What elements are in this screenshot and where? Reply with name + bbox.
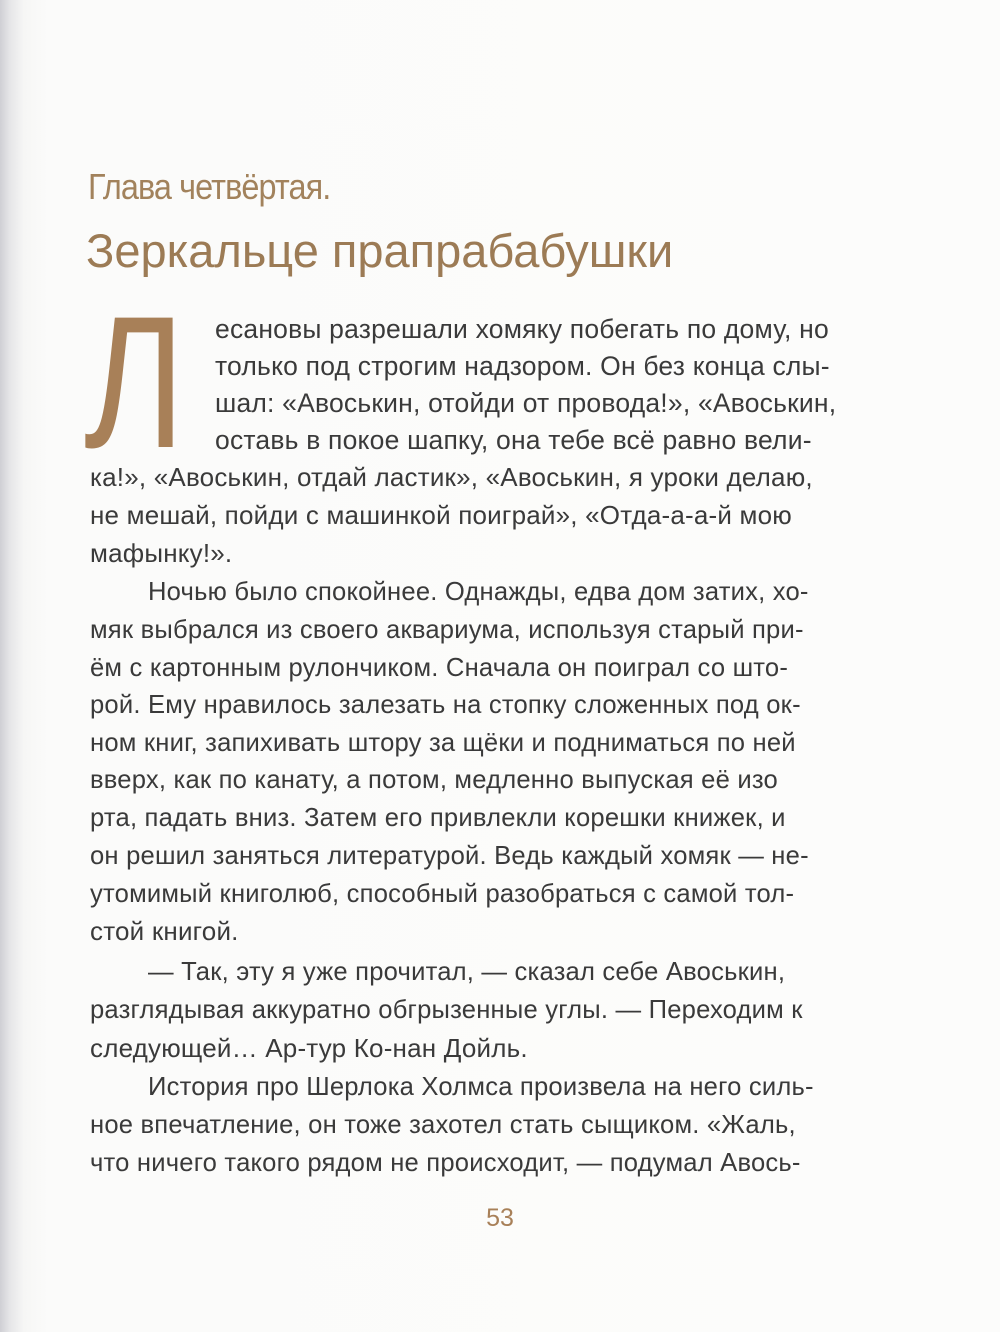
text-line: ём с картонным рулончиком. Сначала он поиграл со што- <box>90 654 789 682</box>
text-line: только под строгим надзором. Он без конца слы- <box>215 351 830 381</box>
text-line: рой. Ему нравилось залезать на стопку сложенных под ок- <box>90 691 801 719</box>
text-line: История про Шерлока Холмса произвела на него силь- <box>148 1073 814 1101</box>
page-number: 53 <box>486 1204 514 1232</box>
chapter-title: Зеркальце прапрабабушки <box>86 224 674 277</box>
text-line: он решил заняться литературой. Ведь каждый хомяк — не- <box>90 842 809 870</box>
drop-cap: Л <box>84 277 186 487</box>
text-line: есановы разрешали хомяку побегать по дому, но <box>215 314 829 344</box>
text-line: мафынку!». <box>90 538 233 568</box>
text-line: мяк выбрался из своего аквариума, используя старый при- <box>90 616 804 644</box>
text-line: следующей… Ар-тур Ко-нан Дойль. <box>90 1033 528 1063</box>
text-line: ном книг, запихивать штору за щёки и подниматься по ней <box>90 729 796 757</box>
text-line: утомимый книголюб, способный разобраться с самой тол- <box>90 880 795 908</box>
text-line: ка!», «Авоськин, отдай ластик», «Авоськин, я уроки делаю, <box>90 462 813 492</box>
text-line: вверх, как по канату, а потом, медленно выпуская её изо <box>90 766 778 794</box>
chapter-label: Глава четвёртая. <box>88 166 331 207</box>
text-line: оставь в покое шапку, она тебе всё равно вели- <box>215 425 812 455</box>
text-line: шал: «Авоськин, отойди от провода!», «Авоськин, <box>215 388 837 418</box>
text-line: рта, падать вниз. Затем его привлекли корешки книжек, и <box>90 804 786 832</box>
text-line: что ничего такого рядом не происходит, — подумал Авось- <box>90 1149 801 1177</box>
text-line: разглядывая аккуратно обгрызенные углы. — Переходим к <box>90 996 803 1024</box>
text-line: ное впечатление, он тоже захотел стать сыщиком. «Жаль, <box>90 1111 796 1139</box>
text-line: Ночью было спокойнее. Однажды, едва дом затих, хо- <box>148 578 809 606</box>
text-line: стой книгой. <box>90 916 239 946</box>
text-line: — Так, эту я уже прочитал, — сказал себе Авоськин, <box>148 958 786 986</box>
text-line: не мешай, пойди с машинкой поиграй», «Отда-а-а-й мою <box>90 500 792 530</box>
